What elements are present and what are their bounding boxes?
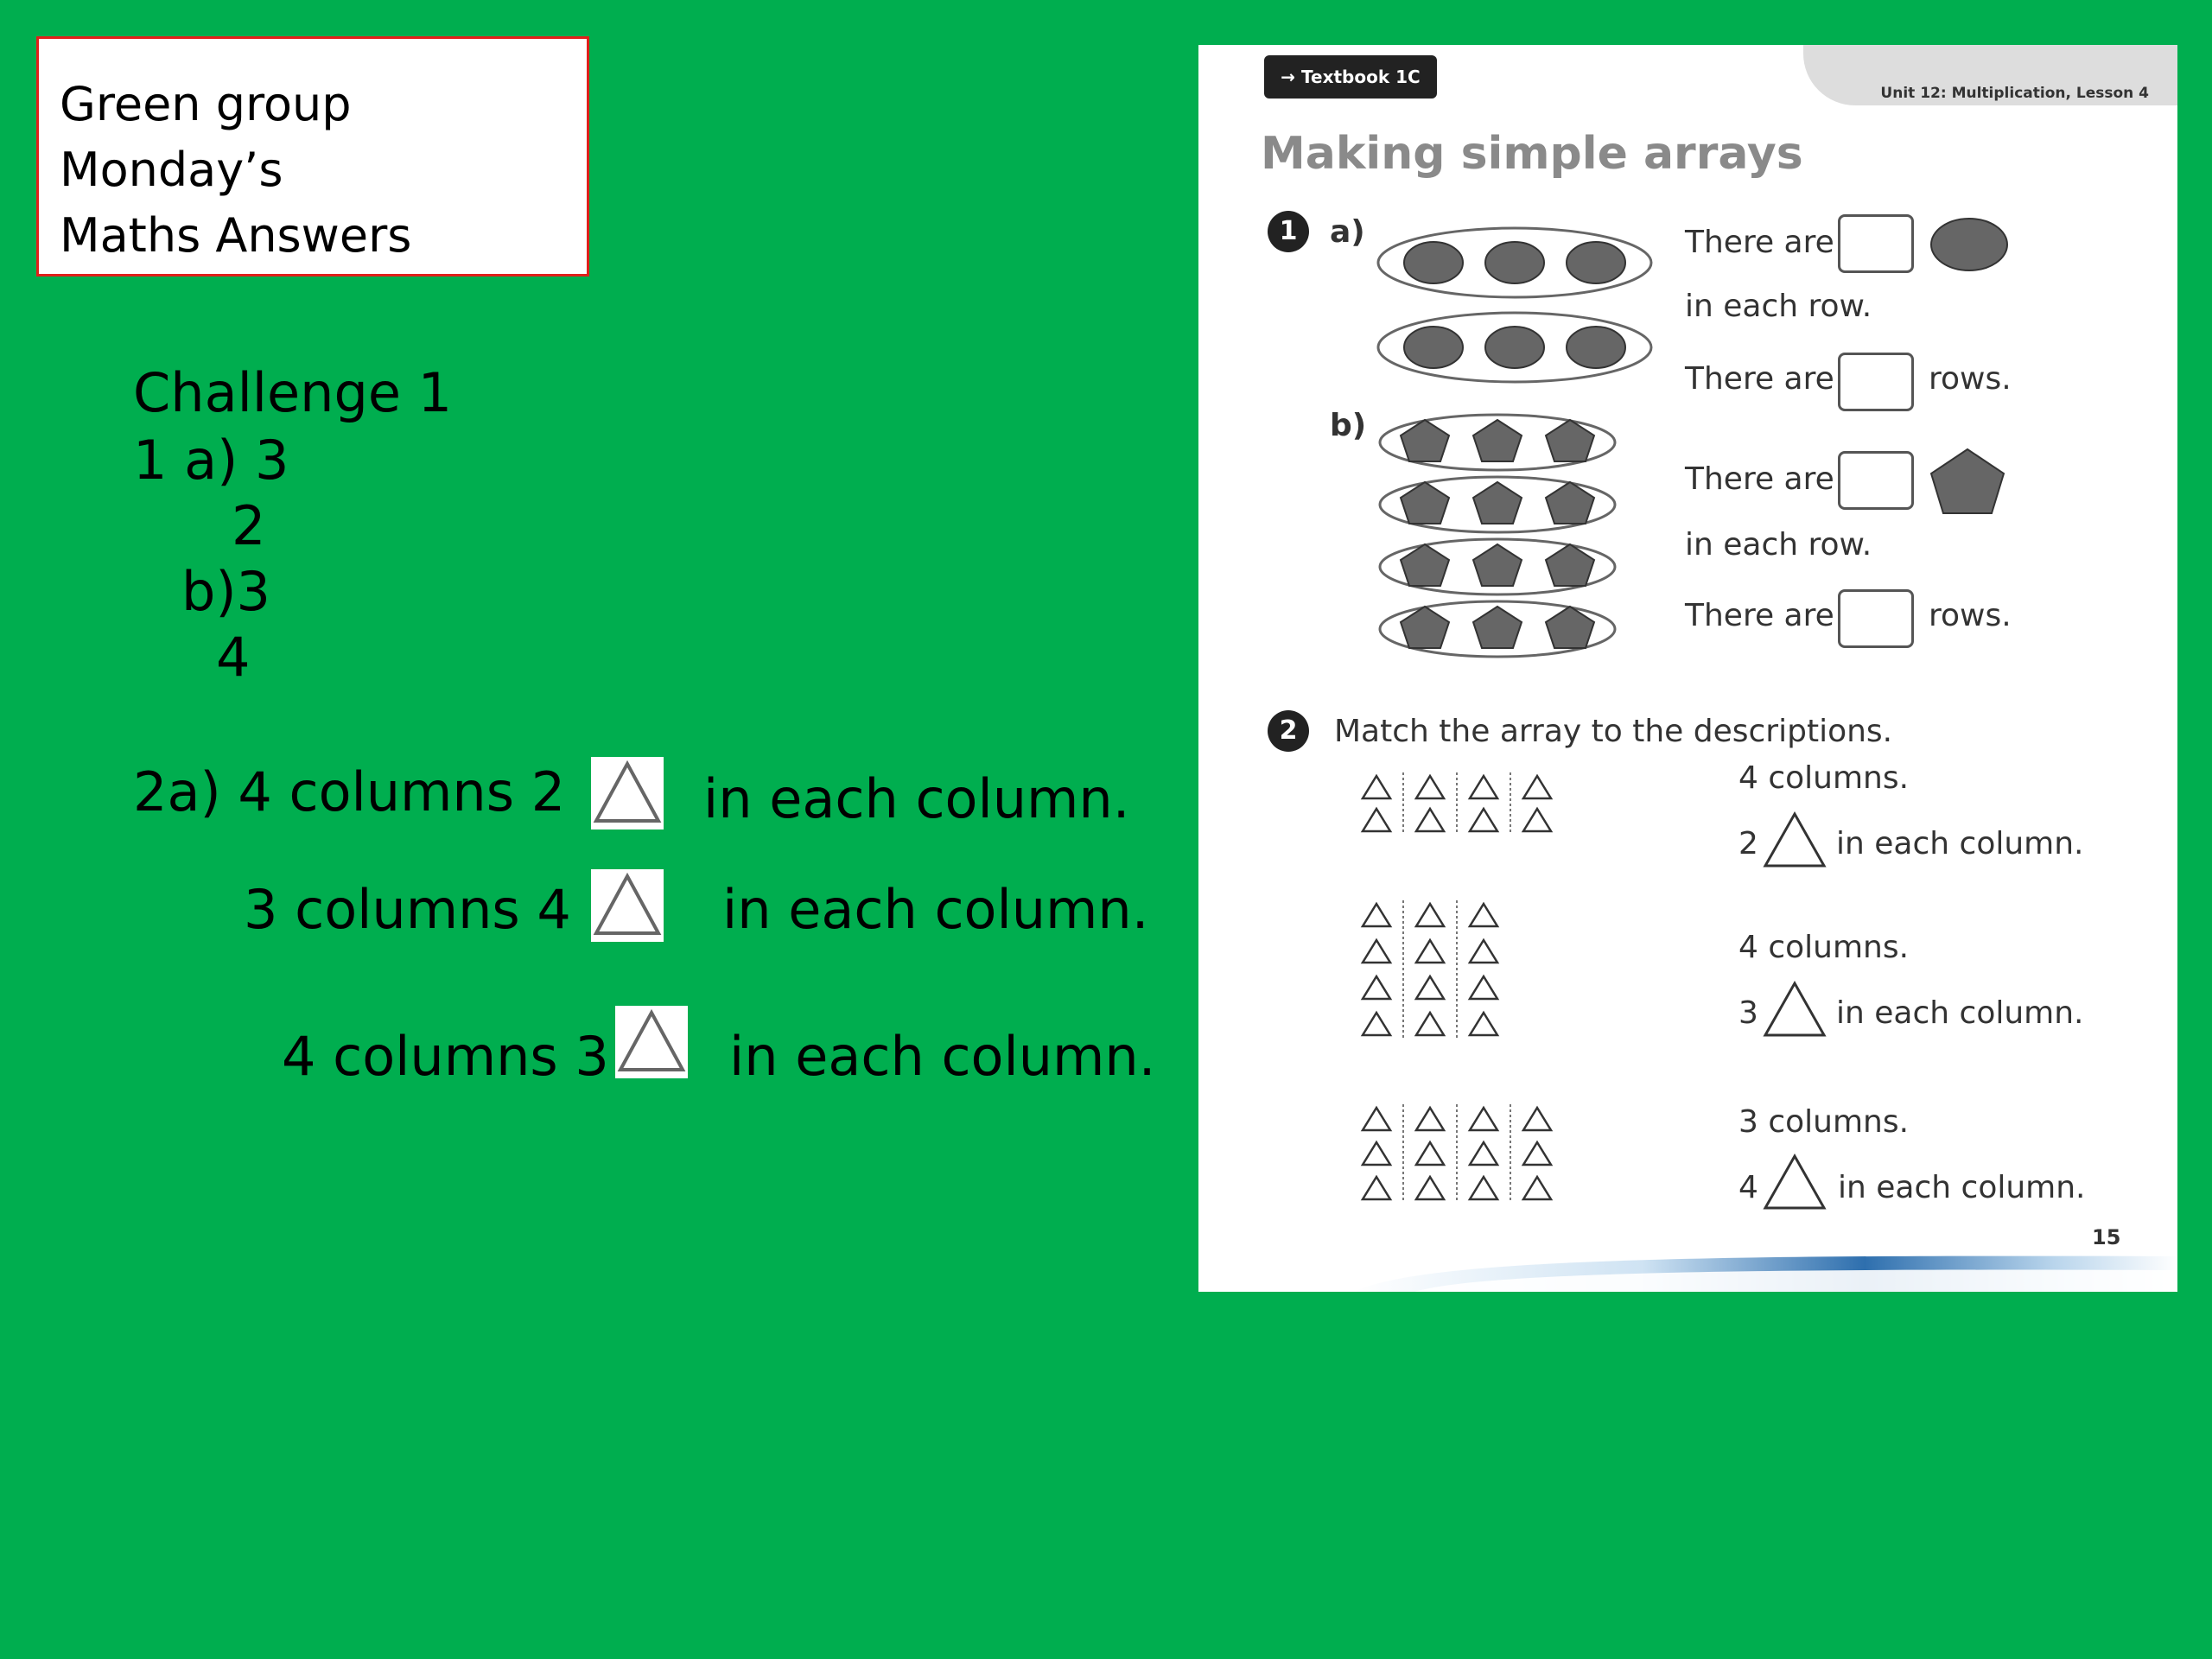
triangle-icon: [1762, 810, 1827, 871]
description-1-number: 2: [1738, 826, 1758, 861]
title-line-2: Monday’s: [60, 143, 283, 197]
question-2-text: Match the array to the descriptions.: [1334, 714, 1893, 749]
stone-icon: [1926, 214, 2012, 275]
there-are-label: There are: [1685, 461, 1834, 497]
description-3-text: in each column.: [1838, 1170, 2086, 1205]
answer-1a: 1 a) 3: [133, 429, 289, 492]
triangle-icon: [1762, 1153, 1827, 1213]
page-number: 15: [2092, 1225, 2121, 1249]
answer-box[interactable]: [1838, 214, 1914, 273]
triangle-icon: [1762, 980, 1827, 1040]
textbook-tab: → Textbook 1C p20: [1264, 55, 1437, 99]
triangle-icon: [591, 869, 664, 942]
title-line-3: Maths Answers: [60, 208, 412, 263]
answer-1b-rows: 4: [216, 626, 251, 689]
bottom-swoosh: [1198, 1246, 2177, 1292]
answer-box[interactable]: [1838, 451, 1914, 510]
question-1-number: 1: [1268, 211, 1309, 252]
worksheet-title: Making simple arrays: [1261, 128, 1803, 180]
description-3-number: 4: [1738, 1170, 1758, 1205]
answer-2a-row3-suffix: in each column.: [729, 1025, 1156, 1088]
triangle-icon: [615, 1006, 688, 1078]
in-each-row-label: in each row.: [1685, 527, 1872, 563]
question-1b-label: b): [1330, 408, 1367, 443]
gems-array: [1376, 408, 1627, 702]
triangle-array-2: [1359, 895, 1515, 1085]
answer-1a-rows: 2: [232, 494, 266, 557]
there-are-label: There are: [1685, 225, 1834, 260]
description-2-number: 3: [1738, 995, 1758, 1031]
triangle-icon: [591, 757, 664, 830]
title-line-1: Green group: [60, 77, 352, 131]
worksheet-page: [1198, 45, 2177, 1292]
there-are-label: There are: [1685, 598, 1834, 633]
answer-2a-row1-suffix: in each column.: [703, 767, 1130, 830]
answer-1b: b)3: [181, 560, 270, 623]
stones-array: [1376, 219, 1662, 427]
answer-2a-row2-suffix: in each column.: [722, 878, 1149, 941]
question-1a-label: a): [1330, 214, 1365, 250]
rows-label: rows.: [1929, 598, 2012, 633]
rows-label: rows.: [1929, 361, 2012, 397]
answer-box[interactable]: [1838, 353, 1914, 411]
answer-2a-row3-text: 4 columns 3: [282, 1025, 609, 1088]
description-2-columns: 4 columns.: [1738, 930, 1910, 965]
answer-2a-row2-text: 3 columns 4: [244, 878, 571, 941]
question-2-number: 2: [1268, 710, 1309, 752]
triangle-array-3: [1359, 1099, 1567, 1220]
there-are-label: There are: [1685, 361, 1834, 397]
description-1-text: in each column.: [1836, 826, 2084, 861]
title-box: [36, 36, 589, 276]
in-each-row-label: in each row.: [1685, 289, 1872, 324]
unit-label: Unit 12: Multiplication, Lesson 4: [1880, 85, 2149, 102]
answer-2a-row1-text: 2a) 4 columns 2: [133, 760, 566, 823]
description-1-columns: 4 columns.: [1738, 760, 1910, 796]
answer-box[interactable]: [1838, 589, 1914, 648]
description-2-text: in each column.: [1836, 995, 2084, 1031]
challenge-heading: Challenge 1: [133, 361, 453, 424]
description-3-columns: 3 columns.: [1738, 1104, 1910, 1140]
gem-icon: [1926, 444, 2009, 518]
triangle-array-1: [1359, 767, 1567, 854]
